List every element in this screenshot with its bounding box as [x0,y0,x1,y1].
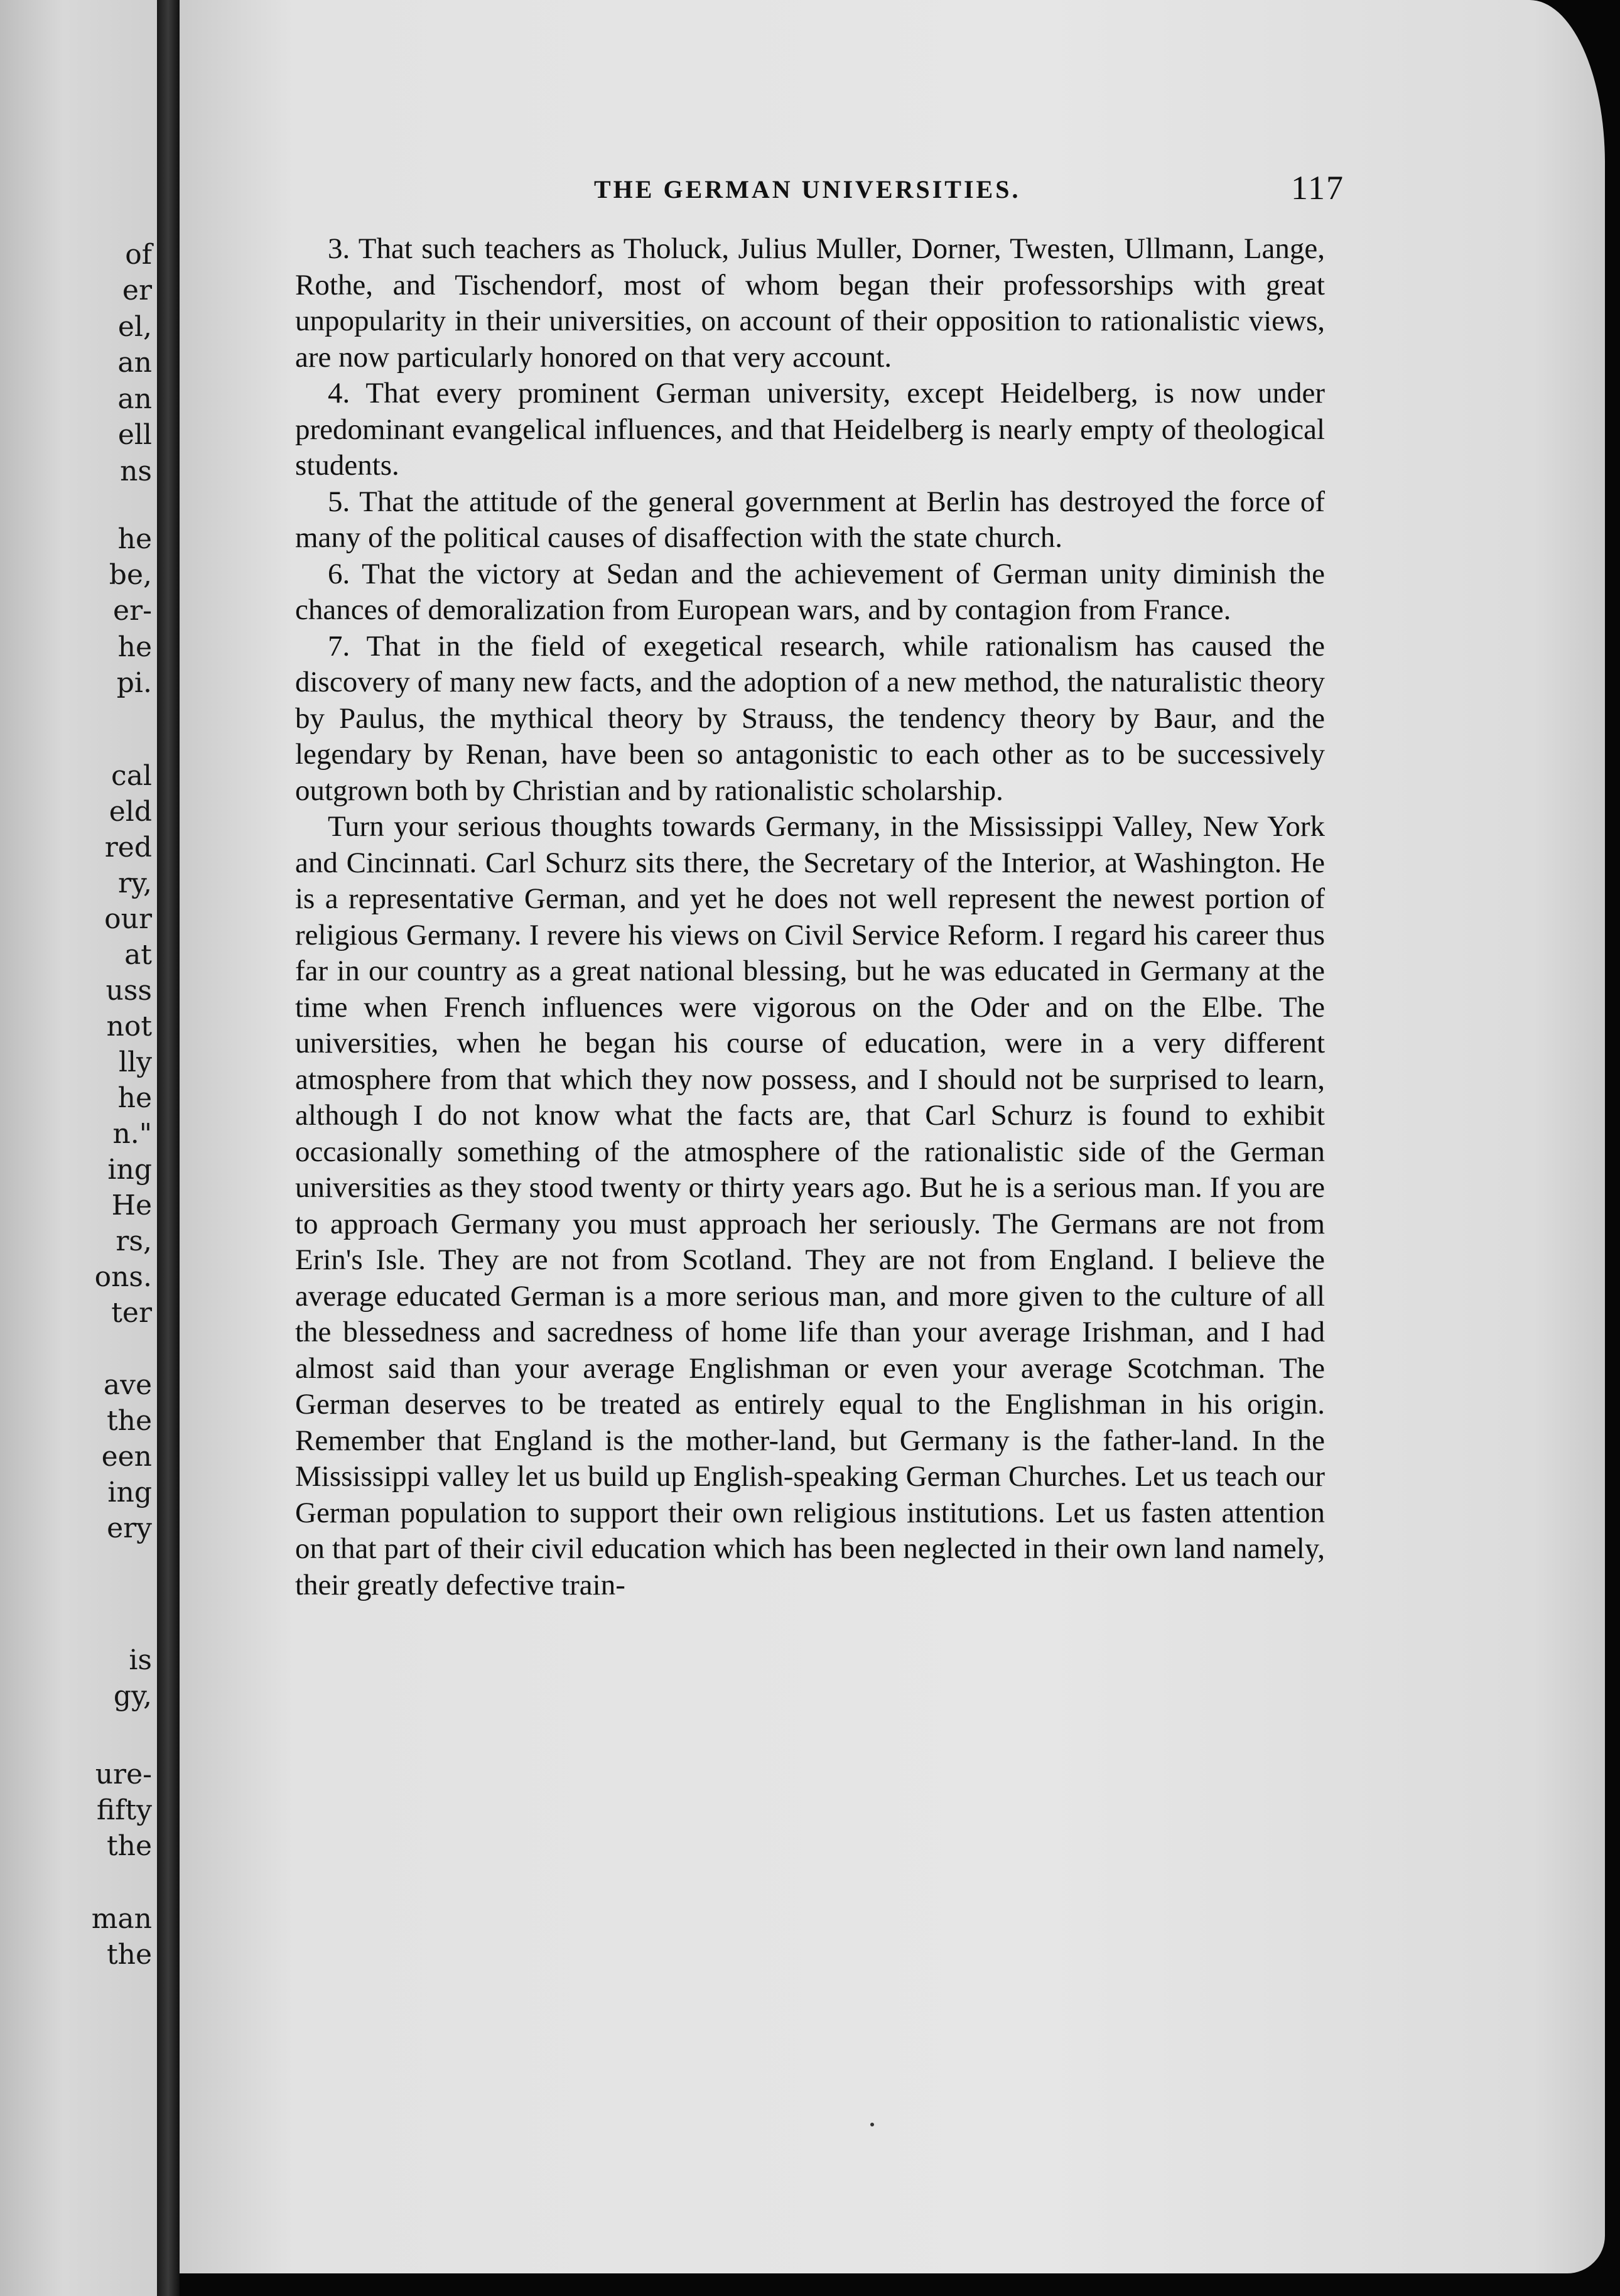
left-page-fragment: the [106,1405,152,1437]
paragraph-point-6: 6. That the victory at Sedan and the achievement of German unity diminish the chances of demoralization from European wars, and by contagion from France. [295,557,1325,626]
left-page-fragment: ns [120,455,152,487]
stray-ink-mark [870,2123,874,2126]
left-page-fragment: ery [107,1512,152,1544]
left-page-fragment: ave [103,1369,152,1401]
left-page-fragment: ter [111,1297,152,1329]
left-page-fragment: our [104,903,152,935]
paragraph-point-5: 5. That the attitude of the general government at Berlin has destroyed the force of many of the political causes of disaffection with the state church. [295,485,1325,554]
left-page-fragment: lly [118,1046,152,1078]
paragraph-point-4: 4. That every prominent German university, except Heidelberg, is now under predominant evangelical influences, and that Heidelberg is nearly empty of theological students. [295,377,1325,482]
left-page-fragment: be, [109,559,152,591]
left-page-fragment: uss [105,975,152,1007]
left-page-fragment: fifty [96,1794,152,1826]
left-page-fragment: ons. [94,1261,152,1293]
paragraph-germany: Turn your serious thoughts towards Germany, in the Mississippi Valley, New York and Cincinnati. Carl Schurz sits there, the Secretary of the Interior, at Washington. He is a representative German, and yet he does not well represent the newest portion of religious Germany. I revere his views on Civil Service Reform. I regard his career thus far in our country as a great national blessing, but he was educated in Germany at the time when French influences were vigorous on the Oder and on the Elbe. The universities, when he began his course of education, were in a very different atmosphere from that which they now possess, and I should not be surprised to learn, although I do not know what the facts are, that Carl Schurz is found to exhibit occasionally something of the atmosphere of the rationalistic side of the German universities as they stood twenty or thirty years ago. But he is a serious man. If you are to approach Germany you must approach her seriously. The Germans are not from Erin's Isle. They are not from Scotland. They are not from England. I believe the average educated German is a more serious man, and more given to the culture of all the blessedness and sacredness of home life than your average Irishman, and I had almost said than your average Englishman or even your average Scotchman. The German deserves to be treated as entirely equal to the Englishman in his origin. Remember that England is the mother-land, but Germany is the father-land. In the Mississippi valley let us build up English-speaking German Churches. Let us teach our German population to support their own religious institutions. Let us fasten attention on that part of their civil education which has been neglected in their own land namely, their greatly defective train- [295,810,1325,1601]
left-page-fragment: he [117,1082,152,1114]
paragraph-point-7: 7. That in the field of exegetical research, while rationalism has caused the discovery of many new facts, and the adoption of a new method, the naturalistic theory by Paulus, the mythical theory by Strauss, the tendency theory by Baur, and the legendary by Renan, have been so antagonistic to each other as to be successively outgrown both by Christian and by rationalistic scholarship. [295,629,1325,807]
left-page-fragment: an [117,383,152,415]
left-page-fragment: el, [117,311,152,343]
paragraph-point-3: 3. That such teachers as Tholuck, Julius Muller, Dorner, Twesten, Ullmann, Lange, Rothe, and Tischendorf, most of whom began their professorships with great unpopularity in their universities, on account of their opposition to rationalistic views, are now particularly honored on that very account. [295,232,1325,374]
left-page-fragment: He [111,1189,152,1221]
book-gutter [157,0,180,2296]
left-page-fragment: rs, [116,1225,152,1257]
left-page-fragment: red [104,831,152,864]
left-page-fragment: cal [111,760,152,792]
left-page-fragment: pi. [116,667,152,699]
previous-page-edge [0,0,157,2296]
page-header [180,169,1605,219]
left-page-fragment: ing [107,1154,152,1186]
left-page-fragment: eld [109,796,152,828]
running-head: THE GERMAN UNIVERSITIES. [594,175,1021,203]
left-page-fragment: he [117,523,152,555]
left-page-fragment: at [124,939,152,971]
left-page-fragment: an [117,347,152,379]
left-page-fragment: ure- [95,1758,152,1790]
left-page-fragment: of [125,239,152,271]
page-number: 117 [1291,169,1344,207]
left-page-fragment: gy, [113,1680,152,1712]
left-page-fragment: n." [112,1118,152,1150]
left-page-fragment: ing [107,1476,152,1508]
left-page-fragment: er [122,274,152,306]
left-page-fragment: ell [117,419,152,451]
left-page-fragment: een [101,1441,152,1473]
left-page-fragment: er- [113,595,152,627]
left-page-fragment: ry, [117,867,152,899]
left-page-fragment: the [106,1830,152,1862]
left-page-fragment: the [106,1939,152,1971]
book-page [180,0,1605,2273]
left-page-fragment: he [117,631,152,663]
left-page-fragment: not [106,1010,152,1042]
left-page-fragment: man [91,1903,152,1935]
page-body [295,231,1325,1603]
left-page-fragment: is [129,1644,152,1676]
